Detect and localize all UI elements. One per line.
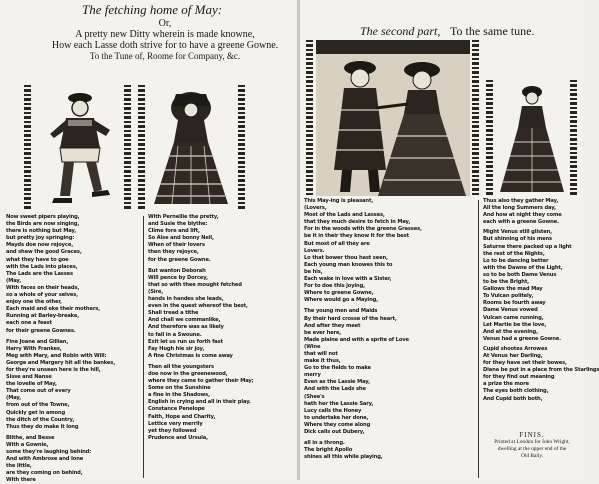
verse-line: a prize the more — [483, 381, 529, 388]
verse-line: where they came to gather their May; — [148, 378, 254, 385]
verse-line: make it thus, — [304, 358, 341, 365]
right-page — [300, 0, 599, 480]
verse-line: And how at night they come — [483, 212, 562, 219]
verse-line: Sisse and Nanse — [6, 374, 52, 381]
verse-line: each with a greene Gowne. — [483, 219, 559, 226]
verse-line: Meg with Mary, and Robin with Will: — [6, 352, 107, 359]
verse-line: Dick calls out Dubery, — [304, 429, 365, 435]
verse-line: Will pence by Dorcey, — [148, 274, 208, 281]
verse-line: With Pernellie the pretty, — [148, 214, 219, 220]
verse-line: Dame Venus vowed — [483, 307, 538, 314]
verse-line: for they have set their bowes, — [483, 360, 567, 367]
verse-line: Now sweet pipers playing, — [6, 214, 80, 220]
verse-line: The eyes both clothing, — [483, 388, 549, 395]
verse-line: Thus they do make it long — [6, 423, 79, 430]
verse-line: enjoy one the other, — [6, 299, 62, 306]
verse-line: Some on the Sunshine — [148, 385, 211, 392]
verse-line: (May, — [6, 277, 22, 284]
verse-line: Lucy calls the Honey — [304, 407, 362, 414]
verse-line: to undertake her done, — [304, 414, 369, 421]
verse-line: When of their lovers — [148, 242, 205, 249]
ornamental-border — [472, 40, 479, 195]
verse-line: Where they come along — [304, 421, 371, 428]
subtitle-line: A pretty new Ditty wherein is made knowne, — [75, 29, 255, 40]
verse-line: from out of the Towne, — [6, 402, 70, 409]
verse-line: At Venus her Darling, — [483, 352, 543, 359]
verse-line: Each maid and eke their mothers, — [6, 306, 100, 313]
verse-line: A fine Christmas is come away — [148, 352, 233, 359]
verse-line: (Lovers, — [304, 205, 327, 212]
verse-line: Running at Barley-breake, — [6, 313, 80, 320]
ballad-subtitle — [40, 18, 290, 62]
verse-line: Venus had a greene Gowne. — [483, 335, 561, 342]
verse-line: The young men and Maids — [304, 308, 378, 315]
verse-line: English in crying and all in their play. — [148, 399, 251, 406]
verse-line: And therefore was as likely — [148, 324, 224, 331]
verse-line: Each young man knowes this to — [304, 261, 393, 268]
verse-line: then they rejoyce, — [148, 249, 199, 256]
verse-line: But shinning of his mens — [483, 236, 552, 243]
woodcut-couple — [316, 40, 470, 196]
verse-line: And Cupid both both, — [483, 395, 543, 402]
verse-line: And after they meet — [304, 322, 361, 329]
verse-line: Fay Hugh hie sir joy, — [148, 345, 205, 352]
verse-line: the little, — [6, 463, 32, 470]
verse-line: The bright Apollo — [304, 447, 353, 454]
verse-line: doe now in the greenewood, — [148, 370, 228, 377]
verse-line: Cupid shootes Arrowes — [483, 345, 548, 352]
verse-column-1 — [6, 214, 140, 484]
verse-line: But most of all they are — [304, 240, 370, 247]
ornamental-border — [24, 85, 31, 210]
verse-line: Mayds doe now rejoyce, — [6, 242, 74, 249]
ornamental-border — [124, 85, 131, 210]
verse-line: for the greene Gowne. — [148, 256, 211, 263]
verse-line: Saturne there packed up a light — [483, 243, 572, 250]
verse-line: Gallows the mad May — [483, 286, 543, 293]
verse-line: Most of the Lads and Lasses, — [304, 212, 385, 219]
verse-line: George and Margery hit all the bankes, — [6, 359, 116, 366]
imprint-line: Printed at London for Iohn Wright, — [494, 439, 570, 445]
column-rule — [478, 200, 479, 478]
verse-line: all in a throng. — [304, 440, 345, 447]
verse-line: to fall in a Swoune. — [148, 331, 202, 338]
woodcut-lady — [496, 82, 568, 194]
verse-line: Constance Penelope — [148, 406, 205, 413]
verse-line: Diana be put in a place from the Starlings — [483, 367, 599, 374]
verse-line: And chall we commanlike, — [148, 317, 221, 324]
verse-line: for they find out meaning — [483, 374, 555, 381]
ornamental-border — [238, 85, 245, 210]
verse-line: Fine Joane and Gillian, — [6, 338, 69, 345]
verse-line: a fine in the Shadows, — [148, 392, 210, 399]
verse-line: Might Venus still glisten, — [483, 229, 552, 236]
verse-line: for they're unseen here is the hill, — [6, 366, 101, 373]
verse-line: And with the Lads she — [304, 386, 366, 393]
verse-line: With there — [6, 477, 36, 484]
verse-line: Then all the youngsters — [148, 363, 214, 370]
ornamental-border — [570, 80, 577, 195]
verse-line: That come out of every — [6, 388, 71, 395]
verse-line: are they coming on behind, — [6, 470, 83, 477]
verse-line: the lovelie of May, — [6, 381, 57, 388]
verse-line: Quickly get in among — [6, 409, 66, 416]
verse-line: And at the evening, — [483, 328, 538, 335]
verse-line: Go to the fields to make — [304, 365, 371, 372]
verse-line: there is nothing but May, — [6, 228, 77, 235]
verse-line: With a Gownie, — [6, 441, 49, 448]
verse-line: Rooms be fourth away — [483, 300, 546, 307]
verse-line: that so with thee mought fetched — [148, 281, 242, 288]
verse-line: Lo to be dancing better — [483, 257, 549, 264]
verse-line: (May, — [6, 395, 22, 402]
verse-line: Lo that bower thou hast seen, — [304, 254, 388, 261]
verse-line: Where to greene Gowne, — [304, 290, 374, 297]
verse-line: This May-ing is pleasant, — [304, 198, 374, 204]
verse-line: Blithe, and Besse — [6, 434, 55, 441]
verse-line: Made plaine and with a sprite of Love — [304, 336, 409, 343]
verse-line: Even as the Lassie May, — [304, 379, 370, 386]
verse-line: Let Martie be the love, — [483, 321, 547, 328]
verse-line: what they have to goe — [6, 256, 69, 263]
finis-label: FINIS. — [519, 431, 545, 439]
verse-line: (Wine — [304, 343, 321, 350]
verse-line: Where would go a Maying, — [304, 297, 378, 304]
column-rule — [143, 216, 144, 478]
verse-column-4 — [483, 198, 599, 412]
verse-line: Clime fore and lift, — [148, 228, 200, 235]
verse-line: Exit let us run us forth fast — [148, 338, 223, 345]
verse-line: (Shee's — [304, 393, 325, 400]
verse-line: Vulcan came running, — [483, 314, 544, 321]
verse-line: Prudence and Ursula, — [148, 434, 208, 441]
verse-line: Each wake in love with a Sister, — [304, 276, 392, 283]
verse-line: with the Dawne of the Light, — [483, 264, 563, 271]
verse-line: but pretty joy springing: — [6, 235, 75, 242]
verse-line: Lettice very merrily — [148, 420, 203, 427]
ornamental-border — [306, 40, 313, 195]
verse-line: be it in their they know it for the best — [304, 233, 409, 240]
imprint-line: dwelling at the upper end of the — [497, 446, 567, 452]
verse-line: All the long Summers day, — [483, 205, 556, 212]
verse-line: the rest of the Nights, — [483, 250, 545, 257]
verse-line: hands in handes she leads, — [148, 296, 224, 303]
verse-line: So Alse and bonny Nell, — [148, 235, 214, 242]
verse-line: for their greene Gownes. — [6, 327, 76, 334]
tune-note: To the same tune. — [450, 24, 535, 38]
verse-column-2 — [148, 214, 294, 480]
verse-line: be his, — [304, 268, 323, 275]
verse-line: that will not — [304, 350, 338, 357]
verse-line: Lovers. — [304, 247, 325, 254]
verse-line: that they much desire to fetch in May, — [304, 219, 411, 226]
verse-line: Thus also they gather May, — [483, 198, 559, 204]
verse-line: hath her the Lassie Sary, — [304, 400, 374, 407]
verse-line: be ever here, — [304, 329, 342, 336]
verse-line: But wanton Deborah — [148, 267, 206, 274]
verse-line: so a whole of your selves, — [6, 292, 78, 299]
verse-line: merry — [304, 372, 321, 379]
left-page — [0, 0, 298, 484]
verse-line: The Lads are the Lasses — [6, 270, 73, 277]
verse-line: To Vulcan politely, — [483, 293, 534, 300]
verse-line: with the Lads into places, — [6, 263, 78, 270]
verse-line: and shew the good Graces, — [6, 249, 82, 256]
verse-line: to be the Bright, — [483, 279, 529, 286]
verse-column-3 — [304, 198, 454, 480]
ornamental-border — [138, 85, 145, 210]
subtitle-line: To the Tune of, Roome for Company, &c. — [89, 51, 241, 61]
verse-line: By their hard crosse of the heart, — [304, 315, 397, 322]
verse-line: each one a feast — [6, 320, 52, 327]
verse-line: even in the quest whereof the best, — [148, 303, 248, 310]
verse-line: And with Ambrose and Ione — [6, 456, 84, 463]
verse-line: Harry With Frankes, — [6, 345, 62, 352]
verse-line: Shall tread a tithe — [148, 310, 199, 317]
verse-line: With faces on their heads, — [6, 284, 80, 291]
verse-line: yet they followed — [148, 427, 197, 434]
verse-line: some they're laughing behind: — [6, 449, 92, 455]
verse-line: so to be both Dame Venus — [483, 271, 557, 278]
verse-line: For in the woods with the greene Grasses, — [304, 226, 422, 233]
verse-line: (Sire, — [148, 288, 164, 295]
verse-line: shines all this while playing, — [304, 454, 383, 461]
subtitle-line: How each Lasse doth strive for to have a greene Gowne. — [51, 40, 279, 51]
ornamental-border — [486, 80, 493, 195]
imprint-line: Old Baily. — [520, 453, 544, 459]
verse-line: the ditch of the Country, — [6, 416, 75, 423]
woodcut-woman — [148, 86, 234, 208]
ballad-title: The fetching home of May: — [82, 2, 223, 17]
verse-line: and Susie the blythe: — [148, 221, 208, 228]
second-part-title: The second part, — [360, 24, 441, 38]
printer-imprint — [484, 432, 580, 460]
subtitle-line: Or, — [158, 18, 172, 29]
verse-line: Faith, Hope and Charity, — [148, 413, 216, 420]
verse-line: For to doe this joying, — [304, 283, 365, 290]
verse-line: the Birds are now singing, — [6, 221, 80, 228]
woodcut-man — [40, 86, 120, 208]
